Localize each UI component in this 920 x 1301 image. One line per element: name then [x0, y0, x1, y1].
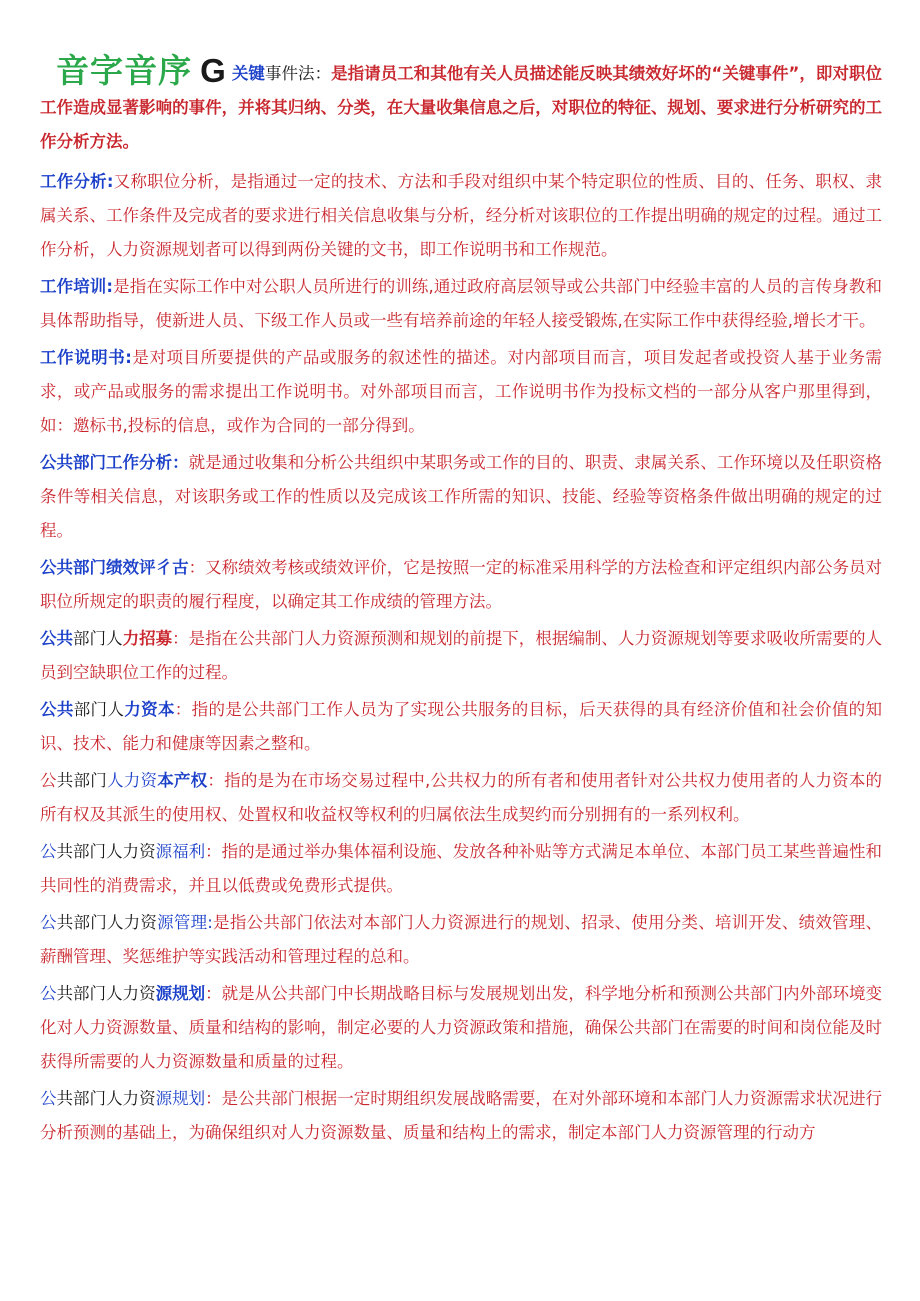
term-capital-c: 力资本 — [124, 700, 175, 719]
entry-hr-planning-2 — [40, 1082, 882, 1150]
term-welfare-b: 共部门人力资 — [56, 842, 156, 861]
glossary-page — [40, 51, 883, 1153]
term-planning2-c: 源规划 — [155, 1089, 206, 1108]
definition-job-statement: 是对项目所要提供的产品或服务的叙述性的描述。对内部项目而言，项目发起者或投资人基于业务需求，或产品或服务的需求提出工作说明书。对外部项目而言，工作说明书作为投标文档的一部分从客户那里得到，如：邀标书,投标的信息，或作为合同的一部分得到。 — [40, 348, 882, 435]
term-planning2-a: 公 — [40, 1089, 57, 1108]
term-welfare-a: 公 — [40, 842, 57, 861]
term-planning1-a: 公 — [40, 984, 57, 1003]
definition-public-performance: ：又称绩效考核或绩效评价，它是按照一定的标准采用科学的方法检查和评定组织内部公务员对职位所规定的职责的履行程度，以确定其工作成绩的管理方法。 — [40, 558, 883, 611]
term-public-job-analysis: 公共部门工作分析： — [40, 453, 189, 472]
term-property-b: 共部门 — [56, 771, 107, 790]
definition-key-event: 是指请员工和其他有关人员描述能反映其绩效好坏的“关键事件”，即对职位工作造成显著影响的事件，并将其归纳、分类，在大量收集信息之后，对职位的特征、规划、要求进行分析研究的工作分析方法。 — [40, 64, 883, 151]
definition-job-training: 是指在实际工作中对公职人员所进行的训练,通过政府高层领导或公共部门中经验丰富的人员的言传身教和具体帮助指导，使新进人员、下级工作人员或一些有培养前途的年轻人接受锻炼,在实际工作中获得经验,增长才干。 — [40, 277, 882, 330]
entry-human-capital-property — [40, 764, 882, 832]
entry-public-performance — [40, 551, 882, 619]
term-management-c: 源管理: — [157, 913, 213, 932]
term-job-training: 工作培训: — [40, 277, 114, 296]
section-letter-g: G — [200, 52, 226, 89]
entry-job-training — [40, 270, 882, 338]
definition-public-job-analysis: 就是通过收集和分析公共组织中某职务或工作的目的、职责、隶属关系、工作环境以及任职资格条件等相关信息，对该职务或工作的性质以及完成该工作所需的知识、技能、经验等资格条件做出明确的规定的过程。 — [40, 453, 883, 540]
definition-human-capital-property: ：指的是为在市场交易过程中,公共权力的所有者和使用者针对公共权力使用者的人力资本的所有权及其派生的使用权、处置权和收益权等权利的归属依法生成契约而分别拥有的一系列权利。 — [40, 771, 883, 824]
term-job-analysis: 工作分析: — [40, 172, 114, 191]
entry-public-human-capital — [40, 693, 882, 761]
term-public-performance: 公共部门绩效评彳古 — [40, 558, 189, 577]
entry-public-recruitment — [40, 622, 882, 690]
term-capital-a: 公共 — [40, 700, 74, 719]
definition-public-recruitment: ：是指在公共部门人力资源预测和规划的前提下，根据编制、人力资源规划等要求吸收所需要的人员到空缺职位工作的过程。 — [40, 629, 883, 682]
term-recruitment-a: 公共 — [40, 629, 74, 648]
entry-public-job-analysis — [40, 446, 882, 548]
definition-hr-planning-2: ：是公共部门根据一定时期组织发展战略需要，在对外部环境和本部门人力资源需求状况进行分析预测的基础上，为确保组织对人力资源数量、质量和结构上的需求，制定本部门人力资源管理的行动方 — [40, 1089, 883, 1142]
term-property-d: 本产权 — [157, 771, 208, 790]
term-capital-b: 部门人 — [73, 700, 125, 719]
entry-hr-welfare — [40, 835, 882, 903]
entry-job-analysis — [40, 165, 882, 267]
term-key-event-b: 事件法： — [264, 64, 332, 83]
term-recruitment-b: 部门人 — [73, 629, 123, 648]
term-property-a: 公 — [40, 771, 57, 790]
entry-hr-management — [40, 906, 882, 974]
entry-hr-planning-1 — [40, 977, 882, 1079]
definition-hr-planning-1: ：就是从公共部门中长期战略目标与发展规划出发，科学地分析和预测公共部门内外部环境变化对人力资源数量、质量和结构的影响，制定必要的人力资源政策和措施，确保公共部门在需要的时间和岗位能及时获得所需要的人力资源数量和质量的过程。 — [40, 984, 883, 1071]
term-recruitment-c: 力招募 — [122, 629, 173, 648]
term-management-a: 公 — [40, 913, 57, 932]
definition-public-human-capital: ：指的是公共部门工作人员为了实现公共服务的目标，后天获得的具有经济价值和社会价值的知识、技术、能力和健康等因素之整和。 — [40, 700, 883, 753]
term-planning2-b: 共部门人力资 — [56, 1089, 156, 1108]
term-property-c: 人力资 — [106, 771, 158, 790]
term-welfare-c: 源福利 — [155, 842, 206, 861]
definition-hr-welfare: ：指的是通过举办集体福利设施、发放各种补贴等方式满足本单位、本部门员工某些普遍性和共同性的消费需求，并且以低费或免费形式提供。 — [40, 842, 883, 895]
term-planning1-b: 共部门人力资 — [56, 984, 156, 1003]
entry-key-event-method — [40, 51, 883, 159]
definition-job-analysis: 又称职位分析，是指通过一定的技术、方法和手段对组织中某个特定职位的性质、目的、任务、职权、隶属关系、工作条件及完成者的要求进行相关信息收集与分析，经分析对该职位的工作提出明确的规定的过程。通过工作分析，人力资源规划者可以得到两份关键的文书，即工作说明书和工作规范。 — [40, 172, 882, 259]
definition-hr-management: 是指公共部门依法对本部门人力资源进行的规划、招录、使用分类、培训开发、绩效管理、薪酬管理、奖惩维护等实践活动和管理过程的总和。 — [40, 913, 883, 966]
term-key-event-a: 关键 — [231, 64, 265, 83]
term-job-statement: 工作说明书: — [40, 348, 132, 367]
section-logo: 音字音序 — [56, 51, 193, 90]
term-planning1-c: 源规划 — [155, 984, 206, 1003]
term-management-b: 共部门人力资 — [56, 913, 158, 932]
entry-job-statement — [40, 341, 882, 443]
